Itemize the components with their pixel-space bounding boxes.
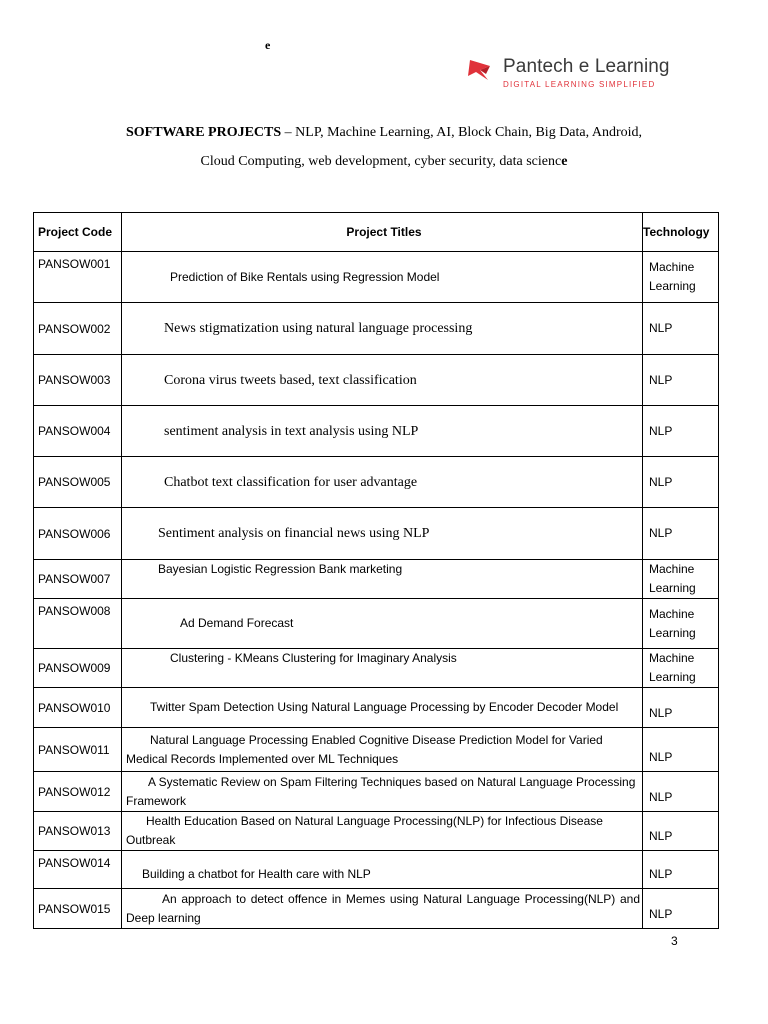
project-technology: NLP	[643, 508, 719, 560]
logo-tagline: DIGITAL LEARNING SIMPLIFIED	[503, 80, 656, 89]
project-title: Natural Language Processing Enabled Cognitive Disease Prediction Model for Varied Medical Records Implemented over ML Techniques	[122, 728, 643, 772]
table-row	[34, 457, 719, 508]
project-code: PANSOW006	[34, 508, 122, 560]
project-title: Ad Demand Forecast	[122, 599, 643, 649]
project-title: Chatbot text classification for user advantage	[122, 457, 643, 508]
page-number: 3	[671, 934, 678, 948]
project-technology: NLP	[643, 355, 719, 406]
project-code: PANSOW004	[34, 406, 122, 457]
project-technology: NLP	[643, 688, 719, 728]
project-title: Sentiment analysis on financial news using NLP	[122, 508, 643, 560]
project-technology: Machine Learning	[643, 649, 719, 688]
project-code: PANSOW011	[34, 728, 122, 772]
project-title: sentiment analysis in text analysis using NLP	[122, 406, 643, 457]
table-row	[34, 252, 719, 303]
project-title: Health Education Based on Natural Language Processing(NLP) for Infectious Disease Outbreak	[122, 812, 643, 851]
project-code: PANSOW001	[34, 252, 122, 303]
table-row	[34, 688, 719, 728]
table-row	[34, 355, 719, 406]
project-technology: NLP	[643, 851, 719, 889]
table-row	[34, 812, 719, 851]
project-technology: NLP	[643, 889, 719, 929]
logo-name: Pantech e Learning	[503, 56, 670, 77]
project-code: PANSOW007	[34, 560, 122, 599]
project-title: Bayesian Logistic Regression Bank marketing	[122, 560, 643, 599]
stray-character: e	[265, 38, 271, 52]
table-row	[34, 303, 719, 355]
table-row	[34, 728, 719, 772]
table-row	[34, 406, 719, 457]
project-technology: NLP	[643, 728, 719, 772]
project-title: Corona virus tweets based, text classification	[122, 355, 643, 406]
project-technology: NLP	[643, 772, 719, 812]
project-code: PANSOW015	[34, 889, 122, 929]
project-code: PANSOW003	[34, 355, 122, 406]
heading-line-1-rest: – NLP, Machine Learning, AI, Block Chain, Big Data, Android,	[281, 125, 643, 140]
project-code: PANSOW008	[34, 599, 122, 649]
heading-line-1	[0, 125, 768, 141]
table-row	[34, 599, 719, 649]
table-row	[34, 889, 719, 929]
project-title: Prediction of Bike Rentals using Regression Model	[122, 252, 643, 303]
project-code: PANSOW010	[34, 688, 122, 728]
project-title: Building a chatbot for Health care with NLP	[122, 851, 643, 889]
table-row	[34, 560, 719, 599]
project-title: Twitter Spam Detection Using Natural Language Processing by Encoder Decoder Model	[122, 688, 643, 728]
project-technology: Machine Learning	[643, 599, 719, 649]
project-code: PANSOW013	[34, 812, 122, 851]
heading-line-2-bold-end: e	[561, 154, 568, 169]
heading-line-2-text: Cloud Computing, web development, cyber security, data scienc	[200, 154, 562, 169]
project-technology: Machine Learning	[643, 252, 719, 303]
table-row	[34, 772, 719, 812]
project-title: News stigmatization using natural language processing	[122, 303, 643, 355]
heading-line-2	[0, 154, 768, 170]
header-technology: Technology	[643, 213, 719, 252]
project-technology: NLP	[643, 457, 719, 508]
pantech-logo-icon	[466, 56, 498, 84]
project-technology: NLP	[643, 303, 719, 355]
project-title: Clustering - KMeans Clustering for Imaginary Analysis	[122, 649, 643, 688]
project-title: A Systematic Review on Spam Filtering Techniques based on Natural Language Processing Framework	[122, 772, 643, 812]
projects-table	[33, 212, 719, 929]
project-title: An approach to detect offence in Memes using Natural Language Processing(NLP) and Deep learning	[122, 889, 643, 929]
header-project-code: Project Code	[34, 213, 122, 252]
table-row	[34, 508, 719, 560]
heading-bold-prefix: SOFTWARE PROJECTS	[125, 125, 282, 140]
table-row	[34, 649, 719, 688]
project-code: PANSOW005	[34, 457, 122, 508]
table-header-row	[34, 213, 719, 252]
project-technology: NLP	[643, 406, 719, 457]
project-code: PANSOW014	[34, 851, 122, 889]
project-code: PANSOW012	[34, 772, 122, 812]
project-technology: Machine Learning	[643, 560, 719, 599]
project-technology: NLP	[643, 812, 719, 851]
header-project-titles: Project Titles	[122, 213, 643, 252]
pantech-logo	[466, 54, 676, 94]
project-code: PANSOW002	[34, 303, 122, 355]
table-row	[34, 851, 719, 889]
project-code: PANSOW009	[34, 649, 122, 688]
